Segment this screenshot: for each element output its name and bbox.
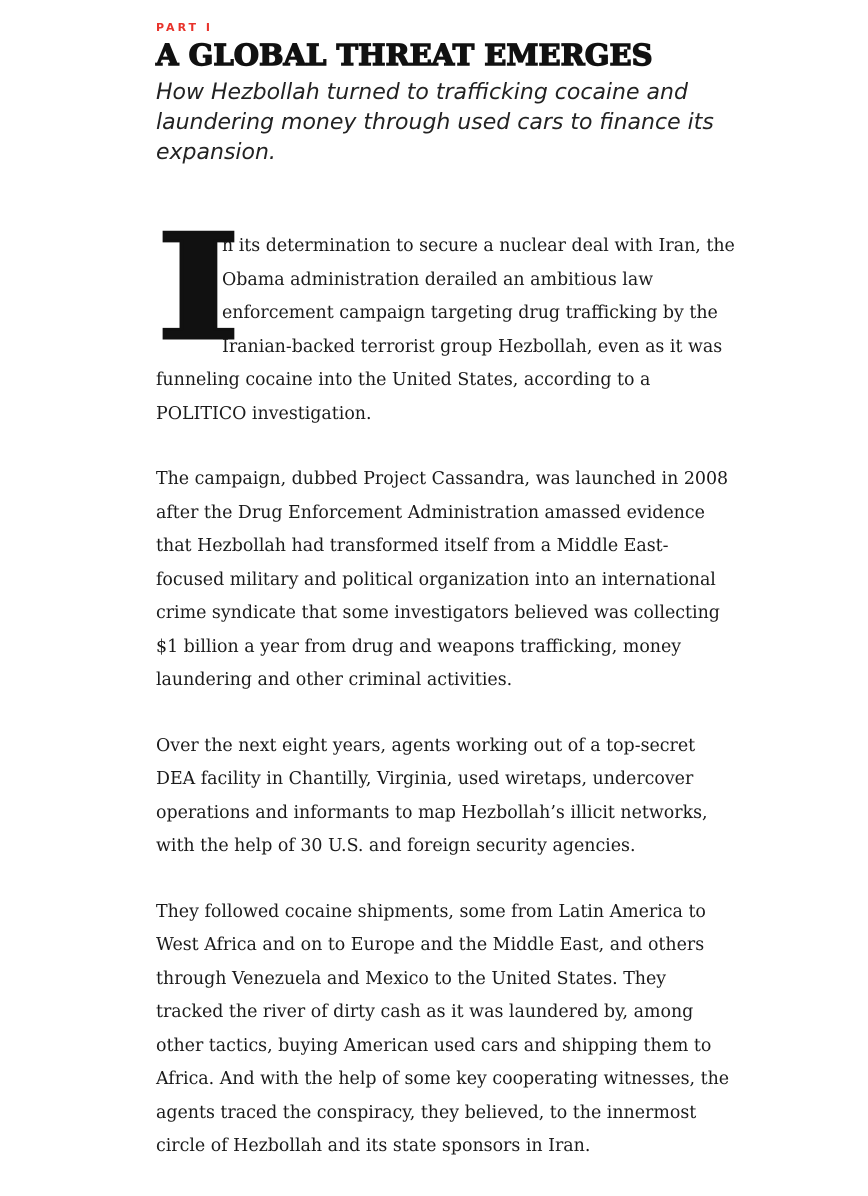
article bbox=[156, 20, 756, 1196]
paragraph-1 bbox=[156, 203, 736, 431]
section-kicker: PART I bbox=[156, 21, 213, 34]
paragraph-4: They followed cocaine shipments, some from Latin America to West Africa and on to Europe and the Middle East, and others through Venezuela and Mexico to the United States. They tracked the river of dirty cash as it was laundered by, among other tactics, buying American used cars and shipping them to Africa. And with the help of some key cooperating witnesses, the agents traced the conspiracy, they believed, to the innermost circle of Hezbollah and its state sponsors in Iran. bbox=[156, 901, 730, 1156]
drop-cap: I bbox=[156, 203, 241, 373]
article-body bbox=[156, 203, 736, 1164]
dek-subtitle: How Hezbollah turned to trafficking cocaine and laundering money through used cars to finance its expansion. bbox=[156, 80, 714, 165]
paragraph-text: n its determination to secure a nuclear deal with Iran, the Obama administration derailed an ambitious law enforcement campaign targeting drug trafficking by the Iranian-backed terrorist group Hezbollah, even as it was funneling cocaine into the United States, according to a POLITICO investigation. bbox=[156, 236, 735, 424]
headline: A GLOBAL THREAT EMERGES bbox=[156, 38, 653, 72]
paragraph-2: The campaign, dubbed Project Cassandra, was launched in 2008 after the Drug Enforcement Administration amassed evidence that Hezbollah had transformed itself from a Middle East-focused military and political organization into an international crime syndicate that some investigators believed was collecting $1 billion a year from drug and weapons trafficking, money laundering and other criminal activities. bbox=[156, 469, 729, 690]
paragraph-3: Over the next eight years, agents working out of a top-secret DEA facility in Chantilly, Virginia, used wiretaps, undercover operations and informants to map Hezbollah’s illicit networks, with the help of 30 U.S. and foreign security agencies. bbox=[156, 735, 708, 856]
